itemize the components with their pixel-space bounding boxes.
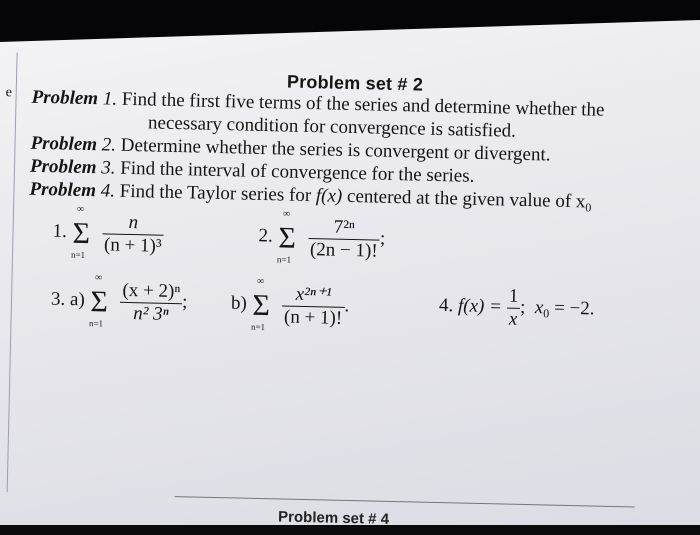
problem-1-number: 1.: [102, 88, 118, 110]
stray-character: e: [5, 85, 13, 101]
problem-4-text-b: centered at the given value of x: [342, 185, 586, 213]
series-3b-label: b): [230, 292, 248, 315]
problem-4-label: Problem: [29, 178, 97, 202]
series-1: [52, 203, 165, 264]
problem-1-continued: necessary condition for convergence is satisfied.: [147, 112, 517, 142]
series-1-denominator: (n + 1)³: [103, 233, 162, 257]
sum-lower-limit: n=1: [88, 318, 104, 329]
function-4-lhs: f(x) =: [457, 295, 503, 318]
sigma-icon: ∞ Σ n=1: [276, 208, 297, 265]
problem-2-text: Determine whether the series is convergent or divergent.: [115, 134, 551, 166]
series-1-numerator: n: [102, 211, 164, 235]
problem-3-number: 3.: [101, 157, 116, 179]
series-3a-numerator: (x + 2)ⁿ: [120, 279, 182, 303]
sum-upper-limit: ∞: [282, 208, 291, 220]
next-page-title: Problem set # 4: [277, 508, 390, 528]
function-4-fraction: [506, 286, 521, 331]
function-4-numerator: 1: [507, 286, 521, 309]
page-title: Problem set # 2: [286, 71, 424, 95]
series-2-label: 2.: [258, 225, 274, 247]
series-3a-label: 3. a): [50, 288, 86, 311]
margin-line: [7, 52, 18, 492]
problem-4-function: f(x): [315, 185, 343, 207]
series-3b-punct: .: [344, 295, 350, 317]
series-1-fraction: [102, 211, 165, 257]
function-4-semicolon: ;: [519, 296, 526, 318]
problem-3-text: Find the interval of convergence for the series.: [115, 157, 475, 187]
function-4-label: 4.: [438, 294, 454, 317]
sum-upper-limit: ∞: [256, 275, 265, 288]
sigma-icon: ∞ Σ n=1: [250, 275, 271, 333]
series-1-label: 1.: [52, 220, 68, 242]
series-2-denominator: (2n − 1)!: [309, 238, 378, 262]
series-3a-fraction: [120, 279, 183, 325]
center-subscript: 0: [543, 306, 550, 321]
series-3b-numerator: x²ⁿ⁺¹: [282, 283, 345, 307]
series-2-numerator: 7²ⁿ: [308, 216, 380, 241]
divider: [175, 496, 635, 507]
series-3b-denominator: (n + 1)!: [283, 306, 343, 329]
sum-lower-limit: n=1: [250, 321, 266, 333]
center-x: x: [534, 297, 544, 319]
series-3a: [50, 271, 188, 332]
series-3a-denominator: n² 3ⁿ: [132, 302, 169, 325]
problem-4-text-a: Find the Taylor series for: [114, 180, 317, 207]
sigma-icon: ∞ Σ n=1: [70, 203, 91, 260]
sum-lower-limit: n=1: [70, 249, 86, 260]
function-4-denominator: x: [508, 308, 518, 330]
problem-1-label: Problem: [31, 86, 99, 110]
function-4: [438, 284, 595, 333]
series-2-fraction: [308, 216, 381, 263]
series-3b: [230, 275, 350, 336]
problem-4-number: 4.: [100, 180, 116, 202]
sum-upper-limit: ∞: [94, 272, 103, 284]
problem-2-label: Problem: [30, 132, 98, 156]
sigma-icon: ∞ Σ n=1: [88, 272, 109, 329]
series-3a-punct: ;: [181, 291, 188, 313]
problem-1-text: Find the first five terms of the series and determine whether the: [116, 88, 605, 121]
series-3b-fraction: [282, 283, 345, 329]
problem-3-label: Problem: [29, 155, 97, 179]
problem-4-subscript: 0: [585, 200, 592, 215]
sum-lower-limit: n=1: [276, 254, 292, 265]
series-2: [258, 208, 386, 269]
series-2-punct: ;: [379, 228, 386, 250]
center-value: = −2.: [553, 297, 595, 320]
problem-2-number: 2.: [101, 134, 117, 156]
sum-upper-limit: ∞: [76, 203, 85, 215]
